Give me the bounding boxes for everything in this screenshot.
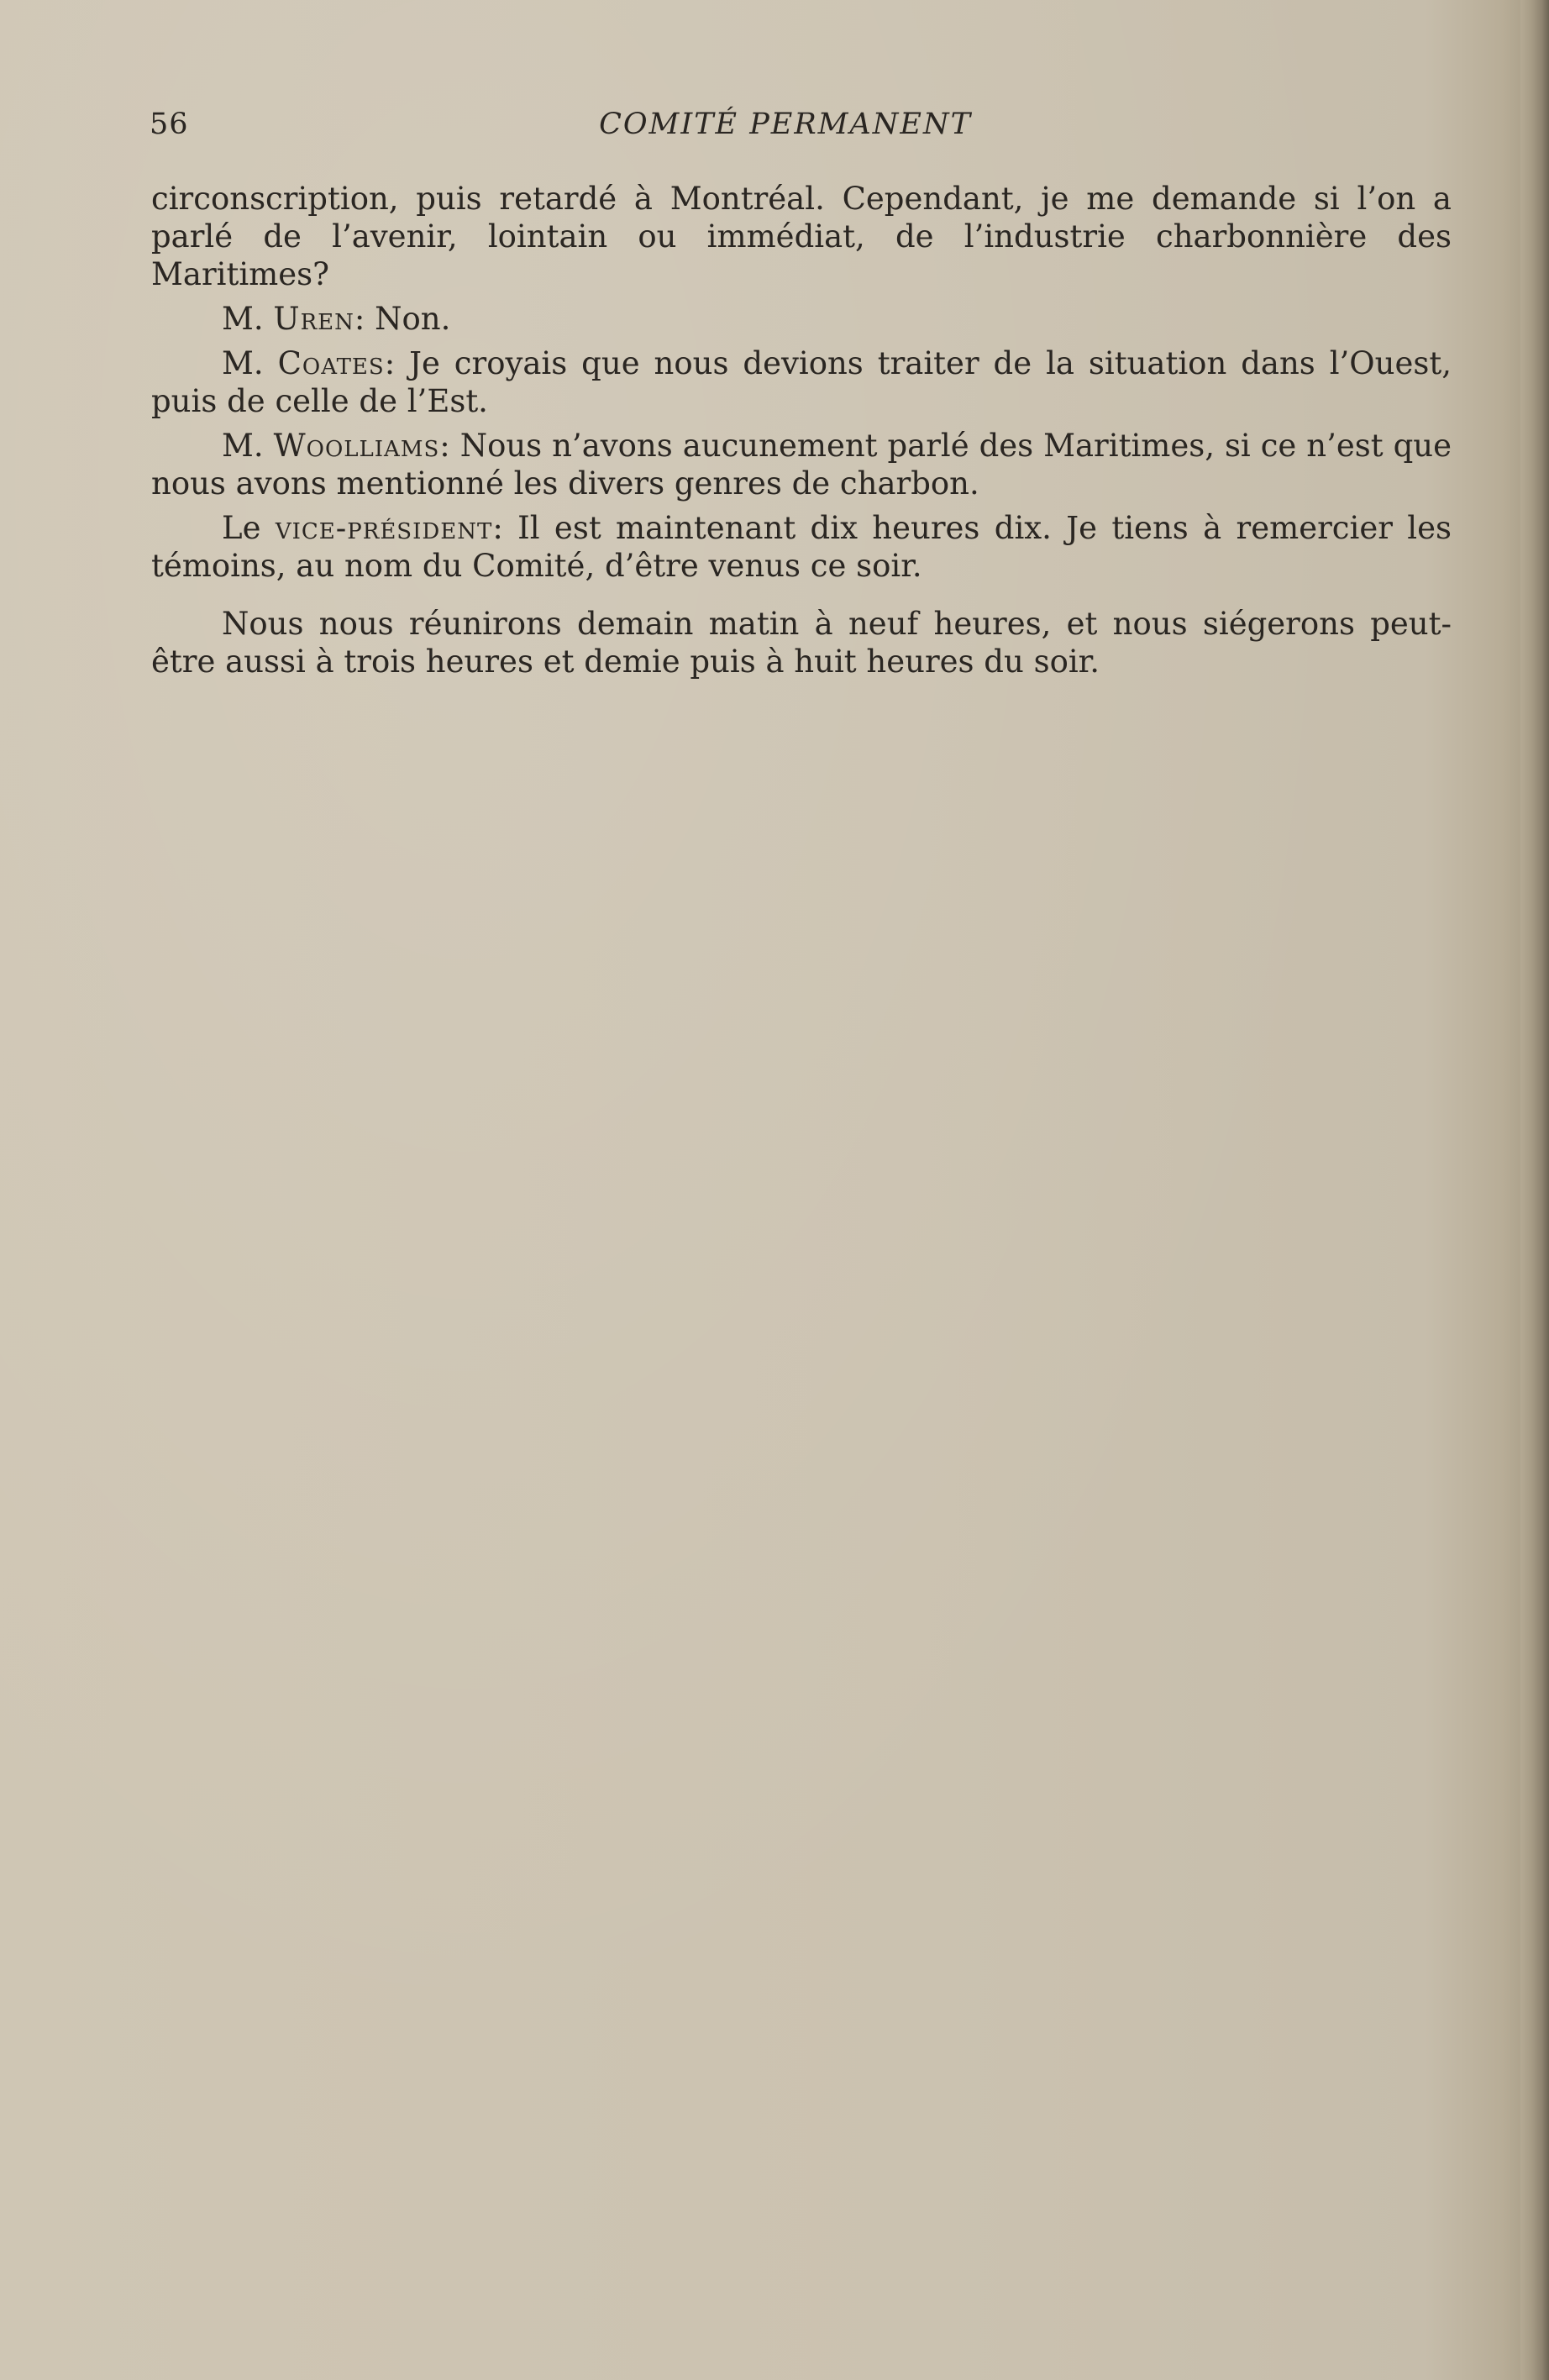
paragraph-vice-president: [151, 509, 1452, 585]
paragraph-text: : Nous n’avons aucunement parlé des Maritimes, si ce n’est que nous avons mentionné les divers genres de charbon.: [151, 428, 1452, 502]
running-title: COMITÉ PERMANENT: [599, 108, 972, 141]
paragraph-text: : Non.: [354, 301, 451, 337]
paragraph-text: circonscription, puis retardé à Montréal. Cependant, je me demande si l’on a parlé de l’avenir, lointain ou immédiat, de l’industrie charbonnière des Maritimes?: [151, 181, 1452, 292]
page-header: [126, 108, 1445, 150]
speaker-prefix: Le: [222, 510, 276, 546]
paragraph-uren: [151, 300, 1452, 338]
body-text: [151, 180, 1452, 687]
speaker-prefix: M.: [222, 301, 274, 337]
paragraph-text: Nous nous réunirons demain matin à neuf heures, et nous siégerons peut-être aussi à trois heures et demie puis à huit heures du soir.: [151, 606, 1452, 680]
speaker-name: vice-président: [275, 510, 493, 546]
speaker-name: Coates: [277, 345, 385, 381]
page-number: 56: [150, 108, 189, 141]
page-edge: [1520, 0, 1549, 2380]
speaker-prefix: M.: [222, 345, 278, 381]
speaker-name: Uren: [273, 301, 354, 337]
paragraph-continuation: [151, 180, 1452, 293]
speaker-name: Woolliams: [273, 428, 440, 464]
paragraph-text: : Je croyais que nous devions traiter de la situation dans l’Ouest, puis de celle de l’Est.: [151, 345, 1452, 419]
paragraph-closing: [151, 605, 1452, 680]
paragraph-text: : Il est maintenant dix heures dix. Je tiens à remercier les témoins, au nom du Comité, d’être venus ce soir.: [151, 510, 1452, 584]
paragraph-coates: [151, 344, 1452, 420]
paragraph-woolliams: [151, 427, 1452, 502]
speaker-prefix: M.: [222, 428, 274, 464]
